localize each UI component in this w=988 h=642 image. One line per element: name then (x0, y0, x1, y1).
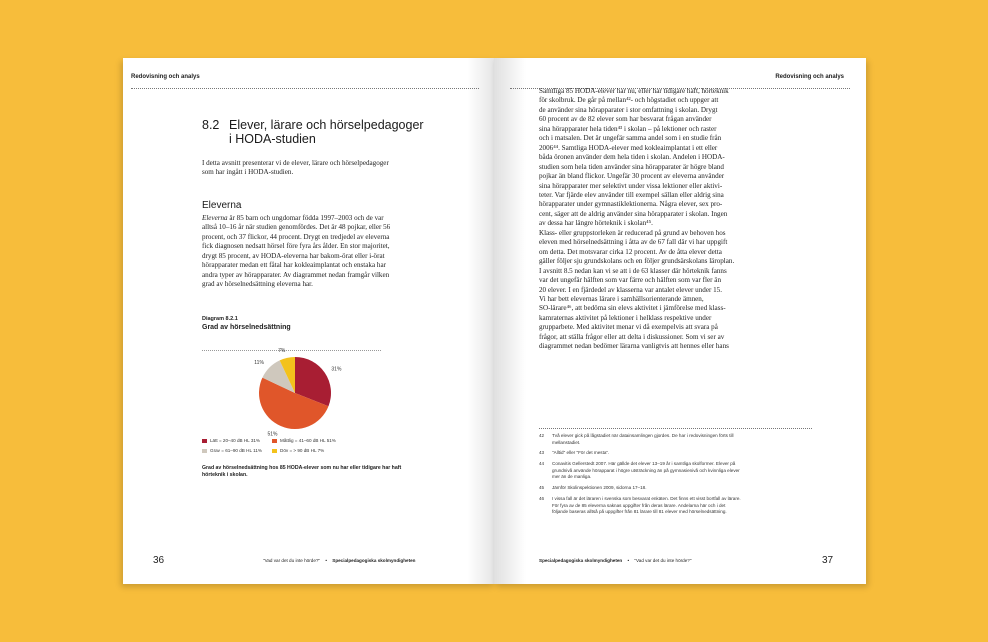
caption-line: hörteknik i skolan. (202, 472, 248, 479)
footnote-line: följande baseras alltså på uppgifter från 81 lärare till 81 elever med hörselnedsättning. (552, 509, 727, 515)
body-line: var det ungefär hälften som var färre och hälften som var fler än (539, 276, 721, 285)
intro-line: som har ingått i HODA-studien. (202, 168, 294, 177)
footnote-line: Jämför Skolinspektionen 2009, sidorna 17–18. (552, 485, 647, 491)
body-line: pojkar än bland flickor. Ungefär 30 procent av eleverna använder (539, 172, 725, 181)
footnote-line: mer än de manliga. (552, 474, 592, 480)
intro-paragraph (202, 159, 472, 178)
legend-swatch (272, 449, 277, 453)
right-footer-org: Specialpedagogiska skolmyndigheten (539, 558, 623, 563)
subheading-eleverna: Eleverna (202, 200, 242, 211)
footnote-item (539, 433, 814, 446)
footnote-item (539, 450, 814, 457)
body-line: gäller följer sju grundskolans och en följer grundsärskolans läroplan. (539, 257, 735, 266)
left-footer (263, 558, 415, 563)
left-page (123, 58, 495, 584)
right-body-text (539, 87, 819, 352)
legend-item (272, 438, 336, 443)
legend-swatch (272, 439, 277, 443)
body-line: hörapparater medan ett fåtal har kokleaimplantat och enstaka har (202, 261, 386, 270)
left-footer-org: Specialpedagogiska skolmyndigheten (332, 558, 416, 563)
body-line: SO-lärare⁴⁶, att bedöma sin elevs aktivitet i jämförelse med klass- (539, 304, 726, 313)
body-line: Vi har bett elevernas lärare i samhällsorienterande ämnen, (539, 294, 704, 303)
body-line: grupparbete. Med aktivitet menar vi då exempelvis att svara på (539, 323, 718, 332)
diagram-label: Diagram 8.2.1 (202, 316, 238, 322)
pie-slice-label: 7% (278, 348, 286, 355)
footnotes (539, 433, 814, 520)
body-line: hörapparater under gymnastiklektionerna. Några elever, sex pro- (539, 200, 723, 209)
body-line: teter. Var fjärde elev använder till exempel sällan eller aldrig sina (539, 190, 724, 199)
legend-item (202, 438, 260, 443)
legend-item (272, 448, 324, 453)
body-line: båda öronen använder dem hela tiden i skolan. Andelen i HODA- (539, 153, 725, 162)
left-page-number: 36 (153, 555, 165, 566)
body-line: andra typer av hörapparater. Av diagrammet nedan framgår vilken (202, 270, 390, 279)
footnote-item (539, 461, 814, 481)
body-first-line (202, 214, 472, 223)
pie-slice-label: 11% (254, 359, 264, 366)
footnote-number: 43 (539, 450, 545, 456)
legend-item (202, 448, 262, 453)
footnote-line: Två elever gick på lågstadiet när datainsamlingen gjordes. De har i redovisningen förts till (552, 433, 734, 438)
body-line: för skolbruk. De går på mellan⁴²- och högstadiet och uppger att (539, 96, 719, 105)
pie-chart (202, 345, 381, 437)
footnote-line: För fyra av de 85 eleverna saknas uppgifter från deras lärare. Andelarna här och i det (552, 502, 726, 508)
footnote-line: mellanstadiet. (552, 439, 581, 445)
body-line: Klass- eller gruppstorleken är reducerad på grund av behoven hos (539, 228, 726, 237)
legend-label: Döv = > 90 dB HL 7% (280, 448, 325, 453)
legend-swatch (202, 449, 207, 453)
footnote-number: 45 (539, 485, 545, 491)
right-running-header: Redovisning och analys (775, 74, 844, 80)
right-page-number: 37 (822, 555, 834, 566)
body-line: 2006⁴⁴. Samtliga HODA-elever med kokleaimplantat i ett eller (539, 143, 718, 152)
right-page-gutter-shadow (494, 58, 526, 584)
left-footer-quote: "Vad var det du inte hörde?" (263, 558, 321, 563)
footnote-rule (539, 428, 812, 429)
body-line: kamraternas aktivitet på lektioner i helklass respektive under (539, 313, 712, 322)
legend-label: Lätt = 20–40 dB HL 31% (210, 438, 261, 443)
footnote-line: I vissa fall är det läraren i svenska som besvarat enkäten. Det finns ett visst bortfall av lärare. (552, 495, 741, 501)
body-line: I avsnitt 8.5 nedan kan vi se att i de 63 klasser där hörteknik fanns (539, 266, 727, 275)
body-line: grad av hörselnedsättning eleverna har. (202, 280, 313, 289)
footnote-item (539, 496, 814, 516)
body-line: Samtliga 85 HODA-elever har nu, eller har tidigare haft, hörteknik (539, 87, 729, 95)
body-line: frågor, att ställa frågor eller att delta i diskussioner. Som vi ser av (539, 332, 725, 341)
right-footer (539, 558, 691, 563)
body-line: och i matsalen. Det är ungefär samma andel som i en studie från (539, 134, 722, 143)
body-first-rest: är 85 barn och ungdomar födda 1997–2003 och de var (227, 214, 384, 222)
intro-line: I detta avsnitt presenterar vi de elever, lärare och hörselpedagoger (202, 159, 389, 167)
body-line: om detta. Det motsvarar cirka 12 procent. Av de åtta elever detta (539, 247, 722, 256)
body-line: av dessa har längre hörteknik i skolan⁴⁵. (539, 219, 653, 228)
legend-swatch (202, 439, 207, 443)
body-line: sina hörapparater mer selektivt under vissa lektioner eller aktivi- (539, 181, 723, 190)
footnote-line: Conavitis Gellerstedt 2007. Här gällde det elever 13–19 år i samtliga skolformer. Elever på (552, 461, 736, 467)
body-line: studien som hela tiden använder sina hörapparater är högre bland (539, 162, 724, 171)
right-footer-separator: • (627, 558, 630, 563)
footnote-number: 46 (539, 495, 545, 501)
body-line: eleven med hörselnedsättning i åtta av de 67 fall där vi har uppgift (539, 238, 728, 247)
section-title-line2: i HODA-studien (229, 132, 316, 146)
body-line: sina hörapparater hela tiden⁴³ i skolan – på lektioner och raster (539, 124, 717, 133)
eleverna-paragraph (202, 214, 472, 290)
body-line: de använder sina hörapparater i stor omfattning i skolan. Drygt (539, 105, 718, 114)
legend-label: Grav = 61–90 dB HL 11% (210, 448, 262, 453)
body-line: diagrammet nedan bedömer lärarna vanligtvis att hennes eller hans (539, 342, 729, 351)
footnote-item (539, 485, 814, 492)
diagram-title: Grad av hörselnedsättning (202, 324, 291, 331)
body-line: 60 procent av de 82 elever som har besvarat frågan använder (539, 115, 712, 124)
footnote-line: "Alltid" eller "För det mesta". (552, 450, 610, 456)
body-line: drygt 85 procent, av HODA-eleverna har bakom-örat eller i-örat (202, 251, 385, 260)
body-line: procent, och 37 flickor, 44 procent. Drygt en tredjedel av eleverna (202, 232, 390, 241)
section-number: 8.2 (202, 118, 220, 132)
left-footer-separator: • (325, 558, 327, 563)
body-first-word: Eleverna (202, 214, 228, 222)
pie-slice-label: 51% (267, 431, 278, 437)
left-header-rule (131, 88, 479, 89)
caption-line: Grad av hörselnedsättning hos 85 HODA-elever som nu har eller tidigare har haft (202, 465, 402, 471)
body-line: alltså 10–16 år när studien genomfördes. Det är 48 pojkar, eller 56 (202, 223, 391, 232)
section-title-line1: Elever, lärare och hörselpedagoger (229, 118, 424, 132)
pie-slice-label: 31% (331, 366, 342, 373)
body-line: cent, säger att de aldrig använder sina hörapparater i skolan. Ingen (539, 209, 728, 218)
footnote-number: 44 (539, 461, 545, 467)
legend-label: Måttlig = 41–60 dB HL 51% (280, 438, 336, 443)
right-footer-quote: "Vad var det du inte hörde?" (634, 558, 692, 563)
body-line: 20 elever. I en fjärdedel av klasserna var antalet elever under 15. (539, 285, 722, 294)
diagram-caption (202, 465, 402, 479)
footnote-number: 42 (539, 433, 545, 438)
left-page-gutter-shadow (467, 58, 495, 584)
left-running-header: Redovisning och analys (131, 74, 200, 80)
body-line: fick diagnosen nedsatt hörsel före fyra års ålder. En stor majoritet, (202, 242, 390, 251)
right-page (494, 58, 866, 584)
footnote-line: grundnivå använde hörapparat i högre utsträckning än på gymnasienivå och kvinnliga elever (552, 467, 740, 473)
section-title (202, 118, 432, 146)
